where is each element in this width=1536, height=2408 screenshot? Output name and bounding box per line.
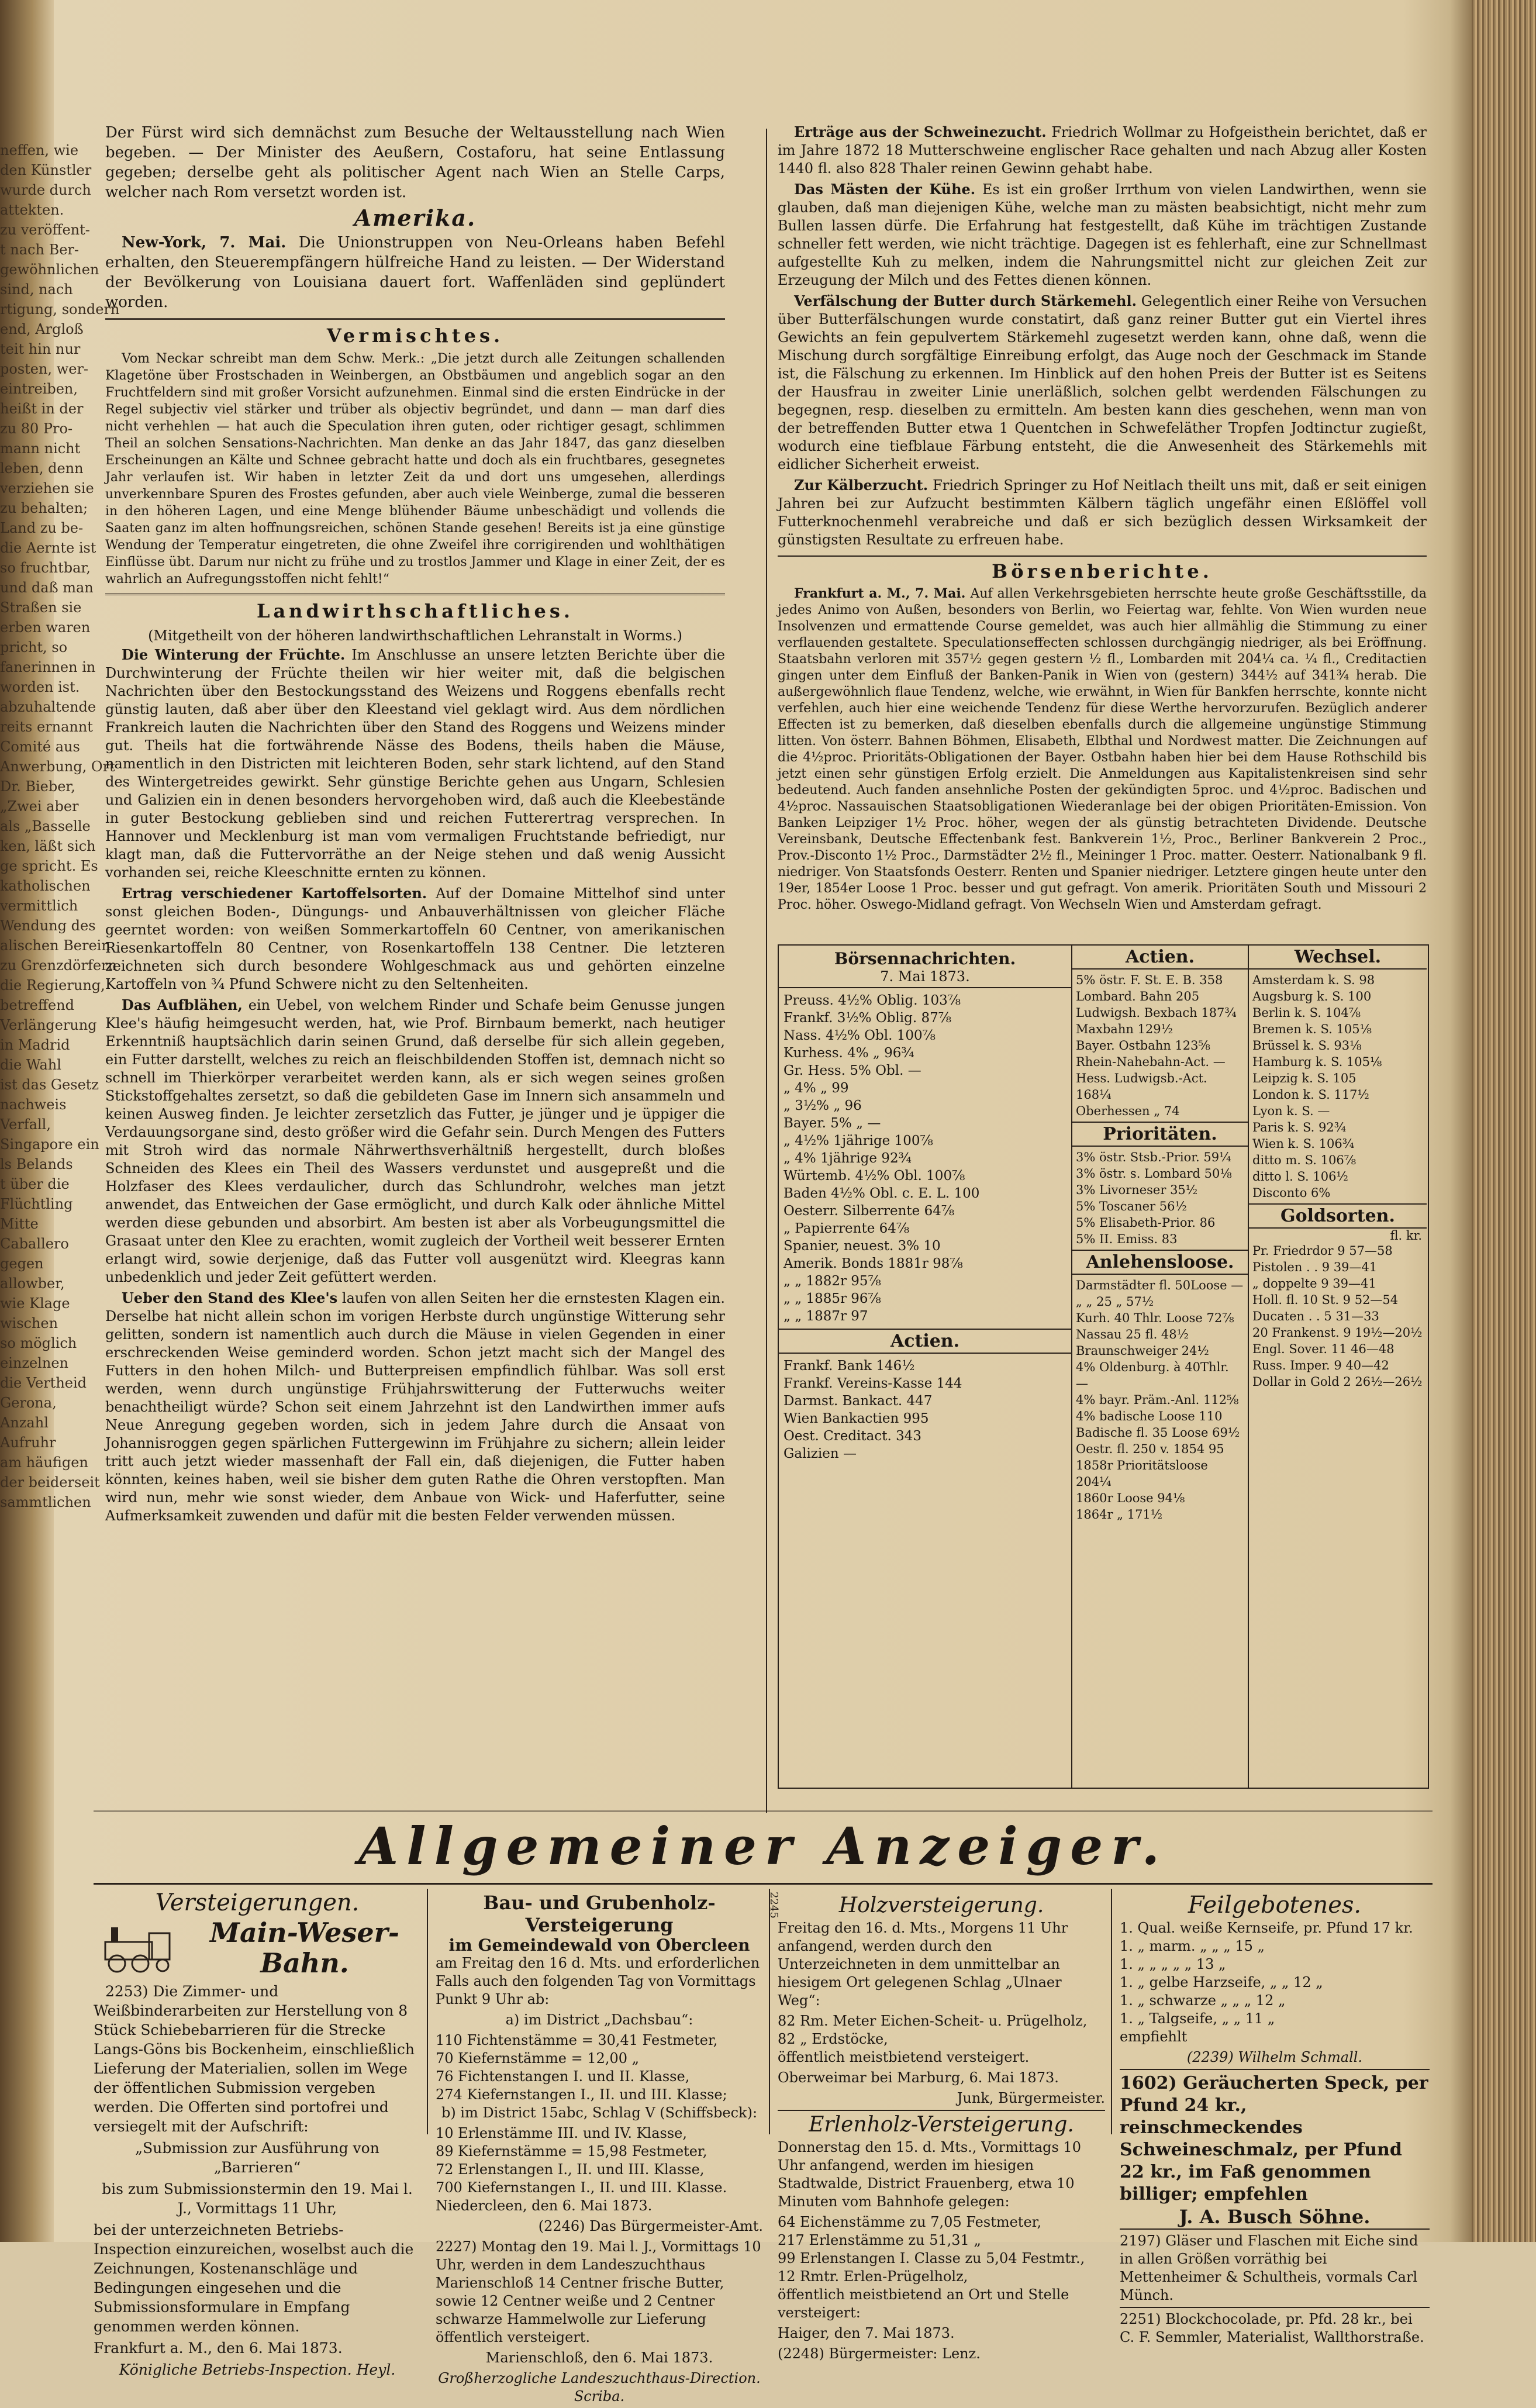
ad4-item: 1. „ Talgseife, „ „ 11 „ — [1120, 2010, 1275, 2027]
ad-feilgebotenes — [1120, 1892, 1430, 2349]
page-edge — [1472, 0, 1536, 2242]
prior-row: 3% Livorneser 35½ — [1076, 1183, 1198, 1197]
ad1-text2: bei der unterzeichneten Betriebs-Inspection einzureichen, woselbst auch die Zeichnungen, Kostenanschläge und Bedingungen eingesehen und die Submissionsformulare in Empfang genommen werden können. — [94, 2221, 414, 2335]
ad3-item: 99 Erlenstangen I. Classe zu 5,04 Festmtr., — [778, 2250, 1085, 2266]
ad2-dist-a: a) im District „Dachsbau“: — [505, 2012, 693, 2028]
anzeiger-rule-top — [94, 1810, 1433, 1812]
margin-line: katholischen — [0, 878, 91, 894]
amerika-dateline: New-York, 7. Mai. — [122, 234, 287, 251]
margin-line: Mitte — [0, 1216, 39, 1232]
ad2-sig: (2246) Das Bürgermeister-Amt. — [538, 2218, 763, 2234]
anzeiger-rule — [94, 1883, 1433, 1885]
ad1-text: 2253) Die Zimmer- und Weißbinderarbeiten zur Herstellung von 8 Stück Schiebebarrieren für die Strecke Langs-Göns bis Bockenheim, einschließlich Lieferung der Materialien, sollen im Wege der öffentlichen Submission vergeben werden. Die Offerten sind portofrei und versiegelt mit der Aufschrift: — [94, 1983, 415, 2135]
actien2-row: Hess. Ludwigsb.-Act. 168¼ — [1076, 1071, 1207, 1102]
anleihe-row: Nassau 25 fl. 48½ — [1076, 1327, 1189, 1341]
ad1-heading: Versteigerungen. — [155, 1889, 360, 1916]
notice-text: Der Fürst wird sich demnächst zum Besuche der Weltausstellung nach Wien begeben. — Der Minister des Aeußern, Costaforu, hat seine Entlassung gegeben; derselbe geht als politischer Agent nach Wien an Stelle Carps, welcher nach Rom versetzt worden ist. — [105, 124, 725, 201]
kurs-row: Spanier, neuest. 3% 10 — [783, 1239, 941, 1254]
margin-line: mann nicht — [0, 440, 81, 457]
kurs-row: Oesterr. Silberrente 64⅞ — [783, 1203, 955, 1219]
prior-rows — [1072, 1147, 1248, 1250]
margin-line: leben, denn — [0, 460, 84, 477]
ad2-items-b — [436, 2124, 763, 2197]
margin-line: neffen, wie — [0, 142, 79, 158]
margin-line: zu Grenzdörfern — [0, 957, 117, 974]
anleihe-row: 1858r Prioritätsloose 204¼ — [1076, 1458, 1208, 1489]
margin-line: zu 80 Pro- — [0, 420, 73, 437]
margin-line: so möglich — [0, 1335, 77, 1351]
margin-line: end, Argloß — [0, 321, 84, 337]
kurs-row: Amerik. Bonds 1881r 98⅞ — [783, 1256, 963, 1271]
stock-col-2 — [1072, 946, 1249, 1788]
ad4-text2: 2197) Gläser und Flaschen mit Eiche sind in allen Größen vorräthig bei Mettenheimer & Schultheis, vormals Carl Münch. — [1120, 2233, 1418, 2303]
ad4-empf: empfiehlt — [1120, 2028, 1188, 2045]
left-column — [105, 123, 725, 1527]
anleihe-rows — [1072, 1275, 1248, 1525]
actien2-head: Actien. — [1072, 946, 1248, 970]
vermischtes-heading: Vermischtes. — [326, 325, 504, 347]
schwein-p3: Gelegentlich einer Reihe von Versuchen über Butterfälschungen wurde constatirt, daß ganz reiner Butter gut ein Viertel ihres Gewichts an fein gepulvertem Stärkemehl zugesetzt werden kann, ohne daß, wenn die Mischung durch sorgfältige Einreibung erfolgt, das Auge noch der Geschmack im Stande ist, die Fälschung zu erkennen. Im Hinblick auf den hohen Preis der Butter ist es Seitens der Hausfrau in zweiter Linie unerläßlich, solchen gelbt werdenden Fälschungen zu begegnen, resp. dieselben zu ermitteln. Am besten kann dies geschehen, wenn man von der betreffenden Butter etwa 1 Quentchen in Schwefeläther Tropfen Jodtinctur zugießt, wodurch eine tiefblaue Färbung entsteht, die die Anwesenheit des Stärkemehls mit eidlicher Sicherheit erweist. — [778, 293, 1427, 472]
gold-row: Dollar in Gold 2 26½—26½ — [1252, 1375, 1423, 1389]
ad2-date: Niedercleen, den 6. Mai 1873. — [436, 2197, 653, 2214]
ad3-items2 — [778, 2213, 1105, 2286]
kurs-row: Preuss. 4½% Oblig. 103⅞ — [783, 993, 961, 1008]
margin-line: ge spricht. Es — [0, 858, 98, 874]
margin-line: Flüchtling — [0, 1196, 73, 1212]
schwein-p1-lead: Erträge aus der Schweinezucht. — [794, 123, 1047, 140]
stock-col-3 — [1249, 946, 1427, 1788]
margin-line: Verfall, — [0, 1116, 51, 1133]
actien-row: Oest. Creditact. 343 — [783, 1429, 922, 1444]
gold-row: 20 Frankenst. 9 19½—20½ — [1252, 1326, 1423, 1340]
anleihe-row: Braunschweiger 24½ — [1076, 1344, 1209, 1358]
ad3-item: 82 „ Erdstöcke, — [778, 2031, 888, 2047]
gold-row: Ducaten . . 5 31—33 — [1252, 1309, 1379, 1323]
landwirth-p4-lead: Ueber den Stand des Klee's — [122, 1289, 338, 1306]
landwirth-p4: laufen von allen Seiten her die ernstesten Klagen ein. Derselbe hat nicht allein schon im vorigen Herbste durch ungünstige Witterung sehr gelitten, sondern ist namentlich auch durch die Mäuse in vielen Gegenden in einer erschreckenden Weise geminderd worden. Schon jetzt macht sich der Mangel des Futters in den hohen Milch- und Butterpreisen empfindlich fühlbar. Was soll erst werden, wenn durch ungünstige Frühjahrswitterung der Futterwuchs weiter benachtheiligt würde? Schon seit einem Jahrzehnt ist den Landwirthen immer aufs Neue Anregung gegeben worden, sich in jedem Jahre durch die Ansaat von Johannisroggen gegen spärlichen Futtergewinn im Frühjahre zu sichern; allein leider tritt auch jetzt wieder massenhaft der Fall ein, daß diejenigen, die Futter haben könnten, keines haben, weil sie bisher dem guten Rathe die Ohren verstopften. Man wird nun, mehr wie sonst wieder, dem Anbaue von Wick- und Haferfutter, seine Aufmerksamkeit zuwenden und dafür mit die besten Felder verwenden müssen. — [105, 1290, 726, 1524]
kurs-row: „ Papierrente 64⅞ — [783, 1221, 910, 1236]
ad3-text2: öffentlich meistbietend versteigert. — [778, 2049, 1030, 2065]
margin-line: wischen — [0, 1315, 58, 1331]
prior-row: 5% Elisabeth-Prior. 86 — [1076, 1216, 1216, 1230]
wechsel-row: London k. S. 117½ — [1252, 1088, 1369, 1102]
actien-row: Frankf. Vereins-Kasse 144 — [783, 1376, 962, 1391]
ad-bau-grubenholz — [436, 1892, 763, 2408]
margin-line: Singapore ein — [0, 1136, 99, 1153]
anleihe-row: 1864r „ 171½ — [1076, 1507, 1163, 1522]
section-rule — [778, 555, 1427, 557]
actien2-row: Maxbahn 129½ — [1076, 1022, 1173, 1036]
ad3-text: Freitag den 16. d. Mts., Morgens 11 Uhr anfangend, werden durch den Unterzeichneten in dem unmittelbar an hiesigem Ort gelegenen Schlag „Ulnaer Weg“: — [778, 1920, 1068, 2009]
kurs-date: 7. Mai 1873. — [779, 968, 1071, 988]
margin-line: und daß man — [0, 579, 94, 596]
prior-row: 5% Toscaner 56½ — [1076, 1199, 1187, 1213]
margin-line: allowber, — [0, 1275, 65, 1292]
ad3-text3: Donnerstag den 15. d. Mts., Vormittags 10 Uhr anfangend, werden im hiesigen Stadtwalde, District Frauenberg, etwa 10 Minuten vom Bahnhofe gelegen: — [778, 2139, 1081, 2210]
margin-line: eintreiben, — [0, 381, 78, 397]
margin-line: die Wahl — [0, 1057, 61, 1073]
schwein-p3-lead: Verfälschung der Butter durch Stärkemehl. — [794, 292, 1137, 309]
ad-holzversteigerung — [768, 1892, 1105, 2365]
ad2-item: 70 Kiefernstämme = 12,00 „ — [436, 2050, 640, 2067]
margin-line: als „Basselle — [0, 818, 91, 834]
margin-line: den Künstler — [0, 162, 92, 178]
ad3-sig: Junk, Bürgermeister. — [957, 2090, 1105, 2106]
ad4-item: 1. „ gelbe Harzseife, „ „ 12 „ — [1120, 1974, 1323, 1990]
actien2-row: 5% östr. F. St. E. B. 358 — [1076, 973, 1223, 987]
ad4-items — [1120, 1919, 1430, 2028]
margin-line: worden ist. — [0, 679, 80, 695]
margin-line: Straßen sie — [0, 599, 82, 616]
wechsel-row: Brüssel k. S. 93⅛ — [1252, 1039, 1362, 1053]
ad4-sig: (2239) Wilhelm Schmall. — [1186, 2049, 1363, 2065]
wechsel-head: Wechsel. — [1249, 946, 1427, 970]
ad4-item: 1. „ schwarze „ „ „ 12 „ — [1120, 1992, 1286, 2009]
ad2-item: 110 Fichtenstämme = 30,41 Festmeter, — [436, 2032, 718, 2048]
margin-line: wurde durch — [0, 182, 91, 198]
ad2-items-a — [436, 2031, 763, 2104]
ad-versteigerungen — [94, 1889, 421, 2382]
ad2-dist-b: b) im District 15abc, Schlag V (Schiffsbeck): — [441, 2105, 758, 2121]
margin-line: reits ernannt — [0, 719, 93, 735]
kurs-actien-head: Actien. — [779, 1329, 1071, 1354]
wechsel-row: Berlin k. S. 104⅞ — [1252, 1006, 1361, 1020]
margin-line: posten, wer- — [0, 361, 89, 377]
margin-line: erben waren — [0, 619, 91, 636]
wechsel-row: Amsterdam k. S. 98 — [1252, 973, 1375, 987]
prior-head: Prioritäten. — [1072, 1122, 1248, 1147]
margin-line: in Madrid — [0, 1037, 70, 1053]
ad-divider — [1111, 1889, 1112, 2134]
wechsel-rows — [1249, 970, 1427, 1203]
margin-line: gegen — [0, 1255, 44, 1272]
margin-line: attekten. — [0, 202, 64, 218]
wechsel-row: ditto m. S. 106⅞ — [1252, 1153, 1356, 1167]
prior-row: 3% östr. s. Lombard 50⅛ — [1076, 1167, 1232, 1181]
schwein-p2: Es ist ein großer Irrthum von vielen Landwirthen, wenn sie glauben, daß man diejenigen Kühe, welche man zu mästen beabsichtigt, nicht mehr zum Bullen lassen dürfe. Die Erfahrung hat festgestellt, daß Kühe im trächtigen Zustande schneller fett werden, wie nicht trächtige. Dagegen ist es fehlerhaft, eine zur Schnellmast aufgestellte Kuh zu melken, indem die Nahrungsmittel nicht zur gleichen Zeit zur Erzeugung der Milch und des Fettes dienen können. — [778, 181, 1427, 288]
kurs-row: Baden 4½% Obl. c. E. L. 100 — [783, 1186, 980, 1201]
wechsel-row: Lyon k. S. — — [1252, 1104, 1330, 1118]
gold-row: Holl. fl. 10 St. 9 52—54 — [1252, 1293, 1399, 1307]
ad3-item: 12 Rmtr. Erlen-Prügelholz, — [778, 2268, 968, 2285]
ad1-term: bis zum Submissionstermin den 19. Mai l. J., Vormittags 11 Uhr, — [102, 2181, 413, 2217]
margin-line: Dr. Bieber, — [0, 778, 75, 795]
kurs-row: „ „ 1887r 97 — [783, 1309, 868, 1324]
ad-divider — [769, 1889, 770, 2134]
margin-line: am häufigen — [0, 1454, 88, 1471]
margin-line: Anwerbung, Ort — [0, 758, 115, 775]
section-rule — [105, 318, 725, 320]
wechsel-row: Disconto 6% — [1252, 1186, 1331, 1200]
ad2-text2: 2227) Montag den 19. Mai l. J., Vormittags 10 Uhr, werden in dem Landeszuchthaus Marienschloß 14 Centner frische Butter, sowie 12 Centner weiße und 2 Centner schwarze Hammelwolle zur Lieferung öffentlich versteigert. — [436, 2238, 761, 2345]
ad3-text4: öffentlich meistbietend an Ort und Stelle versteigert: — [778, 2286, 1069, 2321]
gold-row: Engl. Sover. 11 46—48 — [1252, 1342, 1395, 1356]
actien2-row: Rhein-Nahebahn-Act. — — [1076, 1055, 1226, 1069]
wechsel-row: Leipzig k. S. 105 — [1252, 1071, 1356, 1085]
actien2-row: Oberhessen „ 74 — [1076, 1104, 1180, 1118]
margin-line: Land zu be- — [0, 520, 84, 536]
anleihe-row: Badische fl. 35 Loose 69½ — [1076, 1426, 1240, 1440]
landwirth-heading: Landwirthschaftliches. — [256, 600, 574, 622]
gold-row: Pistolen . . 9 39—41 — [1252, 1260, 1378, 1274]
landwirth-p2-lead: Ertrag verschiedener Kartoffelsorten. — [122, 885, 427, 902]
actien2-rows — [1072, 970, 1248, 1122]
ad-divider — [427, 1889, 428, 2134]
anleihe-row: Darmstädter fl. 50Loose — — [1076, 1278, 1244, 1292]
margin-line: ls Belands — [0, 1156, 73, 1172]
kurs-row: Frankf. 3½% Oblig. 87⅞ — [783, 1010, 952, 1026]
margin-line: verziehen sie — [0, 480, 94, 496]
landwirth-p3-lead: Das Aufblähen, — [122, 996, 243, 1013]
margin-line: Anzahl — [0, 1415, 49, 1431]
ad4-heading: Feilgebotenes. — [1188, 1892, 1362, 1919]
actien-row: Darmst. Bankact. 447 — [783, 1393, 933, 1409]
wechsel-row: Augsburg k. S. 100 — [1252, 989, 1372, 1003]
margin-line: zu veröffent- — [0, 222, 90, 238]
kurs-row: „ 4% 1jährige 92¾ — [783, 1151, 912, 1166]
margin-line: abzuhaltende — [0, 699, 96, 715]
margin-line: heißt in der — [0, 401, 84, 417]
actien2-row: Lombard. Bahn 205 — [1076, 989, 1200, 1003]
ad4-firm: J. A. Busch Söhne. — [1179, 2206, 1371, 2228]
actien-row: Frankf. Bank 146½ — [783, 1358, 915, 1374]
actien-row: Galizien — — [783, 1446, 857, 1461]
ad4-item: 1. „ „ „ „ „ 13 „ — [1120, 1956, 1226, 1972]
kurs-row: Gr. Hess. 5% Obl. — — [783, 1063, 921, 1078]
ad1-date: Frankfurt a. M., den 6. Mai 1873. — [94, 2340, 343, 2357]
prior-row: 5% II. Emiss. 83 — [1076, 1232, 1178, 1246]
margin-line: sind, nach — [0, 281, 73, 298]
kurs-row: „ „ 1885r 96⅞ — [783, 1291, 881, 1306]
ad4-text3: 2251) Blockchocolade, pr. Pfd. 28 kr., bei C. F. Semmler, Materialist, Wallthorstraße. — [1120, 2311, 1424, 2345]
boerse-heading: Börsenberichte. — [992, 560, 1213, 582]
kurs-row: „ 3½% „ 96 — [783, 1098, 862, 1113]
kurs-row: Kurhess. 4% „ 96¾ — [783, 1046, 914, 1061]
actien-row: Wien Bankactien 995 — [783, 1411, 929, 1426]
margin-line: vermittlich — [0, 898, 78, 914]
landwirth-sub: (Mitgetheilt von der höheren landwirthschaftlichen Lehranstalt in Worms.) — [148, 627, 682, 644]
landwirth-p1-lead: Die Winterung der Früchte. — [122, 646, 346, 663]
ad2-item: 10 Erlenstämme III. und IV. Klasse, — [436, 2125, 687, 2141]
amerika-heading: Amerika. — [354, 205, 477, 231]
margin-line: nachweis — [0, 1096, 67, 1113]
gold-row: Pr. Friedrdor 9 57—58 — [1252, 1244, 1393, 1258]
anleihe-row: 4% Oldenburg. à 40Thlr. — — [1076, 1360, 1229, 1391]
ad4-big: 1602) Geräucherten Speck, per Pfund 24 kr., reinschmeckendes Schweineschmalz, per Pfund 22 kr., im Faß genommen billiger; empfehlen — [1120, 2073, 1428, 2205]
section-rule — [105, 594, 725, 595]
schwein-p2-lead: Das Mästen der Kühe. — [794, 181, 976, 198]
margin-line: Verlängerung — [0, 1017, 97, 1033]
boerse-text: Auf allen Verkehrsgebieten herrschte heute große Geschäftsstille, da jedes Animo von Außen, besonders von Berlin, wo Feiertag war, fehlte. Von Wien wurden neue Insolvenzen und ermattende Course gemeldet, was auch hier allmählig die Stimmung zu einer verflauenden gestaltete. Speculationseffecten schlossen durchgängig niedriger, als bei Eröffnung. Staatsbahn verloren mit 357½ gegen gestern ½ fl., Lombarden mit 204¼ ca. ¼ fl., Creditactien gingen unter dem Einfluß der Banken-Panik in Wien von (gestern) 344½ auf 341¾ herab. Die außergewöhnlich flaue Tendenz, welche, wie erwähnt, in Wien für Bankfen herrschte, konnte nicht verfehlen, auch hier eine weichende Tendenz für diese Werthe hervorzurufen. Bezüglich anderer Effecten ist zu bemerken, daß dieselben ebenfalls durch die allgemeine ungünstige Stimmung litten. Von österr. Bahnen Böhmen, Elisabeth, Elbthal und Nordwest matter. Die Zeichnungen auf die 4½proc. Prioritäts-Obligationen der Bayer. Ostbahn haben hier bei dem Hause Rothschild bis jetzt einen sehr günstigen Erfolg erzielt. Die Anmeldungen aus Kapitalistenkreisen sind sehr bedeutend. Auch fanden ansehnliche Posten der gekündigten 5proc. und 4½proc. Badischen und 4½proc. Nassauischen Staatsobligationen Wiederanlage bei der obigen Prioritäten-Emission. Von Banken Leipziger 1½ Proc. höher, wegen der als günstig betrachteten Dividende. Deutsche Vereinsbank, Deutsche Effectenbank fest. Bankverein 1½, Proc., Berliner Bankverein 2 Proc., Prov.-Disconto 1½ Proc., Darmstädter 2½ fl., Meininger 1 Proc. matter. Oesterr. Nationalbank 9 fl. niedriger. Von Staatsfonds Oesterr. Renten und Spanier niedriger. Letztere gingen heute unter den 19er, 1854er Loose 1 Proc. besser und gut gefragt. Von amerik. Prioritäten South und Missouri 2 Proc. höher. Oswego-Midland gefragt. Von Wechseln Wien und Amsterdam gefragt. — [778, 587, 1427, 912]
margin-line: ist das Gesetz — [0, 1077, 99, 1093]
kurs-actien-rows — [779, 1354, 1071, 1466]
landwirth-p1: Im Anschlusse an unsere letzten Berichte über die Durchwinterung der Früchte theilen wir hier weiter mit, daß die belgischen Nachrichten über den Bestockungsstand des Weizens und Roggens ebenfalls recht günstig lauten, daß aber über den Kleestand viel geklagt wird. Aus dem nördlichen Frankreich lauten die Nachrichten über den Stand des Roggens und Weizens minder gut. Theils hat die fortwährende Nässe des Bodens, theils haben die Mäuse, namentlich in den Districten mit leichteren Boden, sehr stark lichtend, auf den Stand des Wintergetreides gewirkt. Sehr günstige Berichte gehen aus Ungarn, Schlesien und Galizien ein in denen besonders hervorgehoben wird, daß auch die Kleebestände in guter Bestockung geblieben sind und reichen Futterertrag versprechen. In Hannover und Mecklenburg ist man vom vermaligen Fruchtstande befriedigt, nur klagt man, daß die Futtervorräthe an der Neige stehen und daß wenig Aussicht vorhanden sei, reiche Kleeschnitte ernten zu können. — [105, 647, 725, 881]
anleihe-row: 4% badische Loose 110 — [1076, 1409, 1223, 1423]
margin-line: teit hin nur — [0, 341, 81, 357]
stock-col-1 — [779, 946, 1072, 1788]
right-column — [778, 123, 1427, 916]
margin-line: Gerona, — [0, 1395, 57, 1411]
gold-row: Russ. Imper. 9 40—42 — [1252, 1358, 1389, 1372]
margin-line: betreffend — [0, 997, 74, 1013]
kurs-row: Nass. 4½% Obl. 100⅞ — [783, 1028, 936, 1043]
landwirth-p2: Auf der Domaine Mittelhof sind unter sonst gleichen Boden-, Düngungs- und Anbauverhältnissen von gleicher Fläche geerntet worden: von weißen Sommerkartoffeln 60 Centner, von amerikanischen Riesenkartoffeln 80 Centner, von Rosenkartoffeln 138 Centner. Die letzteren zeichneten sich durch besondere Wohlgeschmack aus und gehörten einzelne Kartoffeln von ¾ Pfund Schwere nicht zu den Seltenheiten. — [105, 885, 725, 992]
kurs-row: „ 4½% 1jährige 100⅞ — [783, 1133, 933, 1148]
ad1-sig: Königliche Betriebs-Inspection. Heyl. — [119, 2361, 396, 2378]
margin-line: ken, läßt sich — [0, 838, 96, 854]
gold-unit: fl. kr. — [1390, 1229, 1422, 1243]
actien2-row: Bayer. Ostbahn 123⅝ — [1076, 1039, 1210, 1053]
anleihe-head: Anlehensloose. — [1072, 1250, 1248, 1275]
ad2-item: 89 Kiefernstämme = 15,98 Festmeter, — [436, 2143, 707, 2159]
wechsel-row: Bremen k. S. 105⅛ — [1252, 1022, 1372, 1036]
margin-line: t nach Ber- — [0, 242, 79, 258]
margin-line: Aufruhr — [0, 1434, 56, 1451]
previous-page-margin — [0, 140, 120, 2070]
ad2-text: am Freitag den 16 d. Mts. und erforderlichen Falls auch den folgenden Tag von Vormittags Punkt 9 Uhr ab: — [436, 1955, 760, 2007]
margin-line: der beiderseit — [0, 1474, 100, 1491]
landwirth-p3: ein Uebel, von welchem Rinder und Schafe beim Genusse jungen Klee's häufig heimgesucht werden, hat, wie Prof. Birnbaum bemerkt, nach heutiger Erkenntniß hauptsächlich darin seinen Grund, daß derselbe für sich allein gegeben, ein Futter darstellt, welches zu reich an fleischbildenden Stoffen ist, demnach nicht so schnell im Thierkörper verarbeitet werden kann, als er sich wegen seines großen Stickstoffgehaltes zersetzt, so daß die gebildeten Gase im Innern sich ansammeln und keinen Ausweg finden. Je leichter zersetzlich das Futter, je jünger und je üppiger die Verdauungsorgane sind, desto größer wird die Gefahr sein. Durch Mengen des Futters mit Stroh wird das normale Nährwerthsverhältniß hergestellt, durch bloßes Schneiden des Klees ein Theil des Wassers verdunstet und ausgepreßt und die Holzfaser des Klees verdaulicher, durch das Schlundrohr, welches man jetzt anwendet, das Entweichen der Gase ermöglicht, und durch Kalk oder ähnliche Mittel werden diese gebunden und absorbirt. Am besten ist aber als Vorbeugungsmittel die Grasaat unter den Klee zu erachten, womit zugleich der Vortheil weit besserer Ernten erlangt wird, sowie derjenige, daß das Futter voll ausgenützt wird. Kleegras kann unbedenklich und jeder Zeit gefüttert werden. — [105, 997, 725, 1285]
ad3-sig2: (2248) Bürgermeister: Lenz. — [778, 2345, 981, 2362]
ad3-item: 217 Erlenstämme zu 51,31 „ — [778, 2232, 981, 2248]
ad2-heading: Bau- und Grubenholz-Versteigerung — [483, 1892, 716, 1936]
gold-head: Goldsorten. — [1249, 1203, 1427, 1229]
locomotive-icon — [94, 1921, 181, 1974]
anleihe-row: „ „ 25 „ 57½ — [1076, 1295, 1154, 1309]
ad3-date2: Haiger, den 7. Mai 1873. — [778, 2325, 955, 2341]
gold-row: „ doppelte 9 39—41 — [1252, 1277, 1376, 1291]
anleihe-row: Kurh. 40 Thlr. Loose 72⅞ — [1076, 1311, 1234, 1325]
schwein-p4: Friedrich Springer zu Hof Neitlach theilt uns mit, daß er seit einigen Jahren bei zur Aufzucht bestimmten Kälbern täglich ungefähr einen Eßlöffel voll Futterknochenmehl verabreiche und daß er sich bezüglich dessen Wirksamkeit der günstigsten Resultate zu erfreuen habe. — [778, 477, 1427, 548]
ad3-date: Oberweimar bei Marburg, 6. Mai 1873. — [778, 2069, 1059, 2086]
stock-table — [778, 944, 1429, 1789]
margin-line: „Zwei aber — [0, 798, 79, 815]
margin-line: die Vertheid — [0, 1375, 87, 1391]
ad2-item: 274 Kiefernstangen I., II. und III. Klasse; — [436, 2086, 727, 2103]
ad3-item: 64 Eichenstämme zu 7,05 Festmeter, — [778, 2214, 1042, 2230]
margin-line: Comité aus — [0, 739, 80, 755]
margin-line: t über die — [0, 1176, 70, 1192]
margin-line: wie Klage — [0, 1295, 70, 1312]
margin-line: pricht, so — [0, 639, 68, 656]
margin-line: die Aernte ist — [0, 540, 96, 556]
schwein-p4-lead: Zur Kälberzucht. — [794, 477, 928, 494]
ad4-item: 1. „ marm. „ „ „ 15 „ — [1120, 1938, 1265, 1954]
prior-row: 3% östr. Stsb.-Prior. 59¼ — [1076, 1150, 1231, 1164]
margin-line: so fruchtbar, — [0, 560, 91, 576]
ad1-bahn: Main-Weser-Bahn. — [210, 1917, 399, 1979]
kurs-row: Bayer. 5% „ — — [783, 1116, 881, 1131]
anleihe-row: Oestr. fl. 250 v. 1854 95 — [1076, 1442, 1224, 1456]
actien2-row: Ludwigsh. Bexbach 187¾ — [1076, 1006, 1237, 1020]
kurs-row: „ 4% „ 99 — [783, 1081, 849, 1096]
amerika-text: Die Unionstruppen von Neu-Orleans haben Befehl erhalten, den Steuerempfängern hülfreiche Hand zu leisten. — Der Widerstand der Bevölkerung von Louisiana dauert fort. Waffenläden sind geplündert worden. — [105, 234, 726, 311]
margin-line: Wendung des — [0, 917, 96, 934]
wechsel-row: ditto l. S. 106½ — [1252, 1169, 1348, 1184]
margin-line: sammtlichen — [0, 1494, 91, 1510]
anleihe-row: 1860r Loose 94⅛ — [1076, 1491, 1185, 1505]
ad2-item: 72 Erlenstangen I., II. und III. Klasse, — [436, 2161, 705, 2178]
kurs-rows — [779, 988, 1071, 1329]
kurs-row: „ „ 1882r 95⅞ — [783, 1274, 881, 1289]
ad2-item: 76 Fichtenstangen I. und II. Klasse, — [436, 2068, 690, 2085]
anleihe-row: 4% bayr. Präm.-Anl. 112⅝ — [1076, 1393, 1239, 1407]
gold-rows — [1249, 1243, 1427, 1390]
ad3-num: 2245 — [768, 1892, 780, 1919]
boerse-dateline: Frankfurt a. M., 7. Mai. — [794, 586, 966, 601]
margin-line: rtigung, sondern — [0, 301, 120, 318]
ad2-sig2: Großherzogliche Landeszuchthaus-Direction. Scriba. — [438, 2370, 761, 2404]
ad3-item: 82 Rm. Meter Eichen-Scheit- u. Prügelholz, — [778, 2013, 1088, 2029]
vermischtes-text: Vom Neckar schreibt man dem Schw. Merk.: „Die jetzt durch alle Zeitungen schallenden Klagetöne über Frostschaden in Weinbergen, an Obstbäumen und angeblich sogar an den Fruchtfeldern sind mit großer Vorsicht aufzunehmen. Einmal sind die ersten Eindrücke in der Regel subjectiv viel stärker und trüber als objectiv begründet, und dann — man darf dies nicht verhehlen — hat auch die Speculation ihren guten, oder richtiger gesagt, schlimmen Theil an solchen Sensations-Nachrichten. Man denke an das Jahr 1847, das ganz dieselben Erscheinungen an Kälte und Schnee gebracht hatte und doch als ein fruchtbares, gesegnetes Jahr verlaufen ist. Wir haben in letzter Zeit da und dort uns umgesehen, allerdings unverkennbare Spuren des Frostes gefunden, aber auch viele Weinberge, zumal die besseren in den höheren Lagen, und eine Menge blühender Bäume unbeschädigt und vollends die Saaten ganz im alten hoffnungsreichen, schönen Stande gesehen! Bereits ist ja eine günstige Wendung der Temperatur eingetreten, die ohne Zweifel ihre corrigirenden und wohlthätigen Einflüsse übt. Darum nur nicht zu frühe und zu trostlos Jammer und Klage in einer Zeit, der es wahrlich an Aufregungsstoffen nicht fehlt!“ — [105, 351, 726, 587]
margin-line: fanerinnen in — [0, 659, 96, 675]
kurs-row: Würtemb. 4½% Obl. 100⅞ — [783, 1168, 965, 1184]
margin-line: gewöhnlichen — [0, 261, 99, 278]
ad2-sub: im Gemeindewald von Obercleen — [448, 1936, 750, 1955]
ad1-quote: „Submission zur Ausführung von „Barrieren“ — [135, 2140, 379, 2176]
ad3-items — [778, 2012, 1105, 2048]
wechsel-row: Paris k. S. 92¾ — [1252, 1120, 1347, 1134]
margin-line: einzelnen — [0, 1355, 68, 1371]
margin-line: Caballero — [0, 1236, 69, 1252]
ad4-item: 1. Qual. weiße Kernseife, pr. Pfund 17 kr. — [1120, 1920, 1413, 1936]
margin-line: alischen Berein — [0, 937, 111, 954]
column-divider — [766, 129, 767, 1813]
wechsel-row: Hamburg k. S. 105⅛ — [1252, 1055, 1382, 1069]
ad3-heading2: Erlenholz-Versteigerung. — [809, 2113, 1074, 2137]
margin-line: die Regierung, — [0, 977, 105, 993]
kurs-title: Börsennachrichten. — [834, 949, 1016, 968]
anzeiger-title: Allgemeiner Anzeiger. — [358, 1816, 1168, 1876]
wechsel-row: Wien k. S. 106¾ — [1252, 1137, 1355, 1151]
ad2-item: 700 Kiefernstangen I., II. und III. Klasse. — [436, 2179, 727, 2196]
ad2-date2: Marienschloß, den 6. Mai 1873. — [485, 2350, 713, 2366]
margin-line: zu behalten; — [0, 500, 88, 516]
ad3-heading: Holzversteigerung. — [838, 1893, 1044, 1917]
newspaper-page — [94, 111, 1433, 2404]
schwein-p1: Friedrich Wollmar zu Hofgeisthein berichtet, daß er im Jahre 1872 18 Mutterschweine englischer Race gehalten und nach Abzug aller Kosten 1440 fl. also 828 Thaler reinen Gewinn gehabt habe. — [778, 124, 1427, 177]
